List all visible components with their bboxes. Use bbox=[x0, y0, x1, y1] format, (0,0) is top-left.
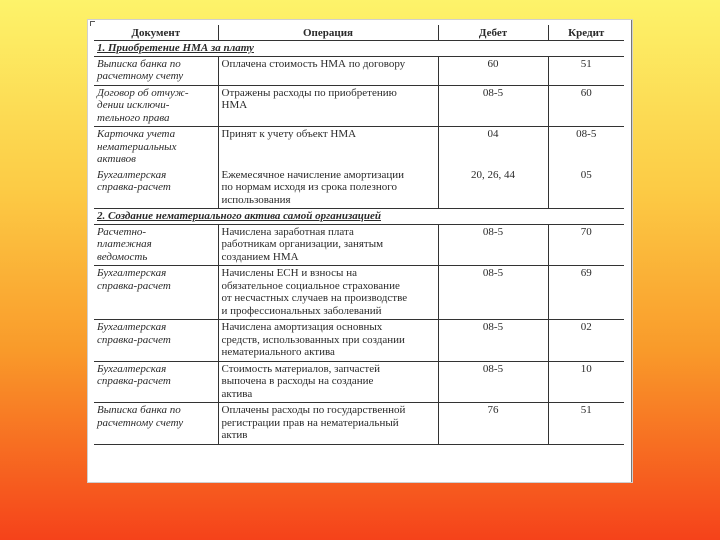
operation-line: Стоимость материалов, запчастей bbox=[221, 362, 380, 375]
document-line: Выписка банка по bbox=[97, 404, 181, 416]
operation-line: по нормам исходя из срока полезного bbox=[221, 181, 398, 193]
document-line: Бухгалтерская bbox=[97, 362, 167, 375]
document-line: Бухгалтерская bbox=[97, 321, 167, 333]
operation-line: Принят к учету объект НМА bbox=[221, 128, 357, 140]
document-line: справка-расчет bbox=[97, 181, 171, 193]
document-cell bbox=[94, 266, 218, 320]
document-cell bbox=[94, 224, 218, 266]
document-cell bbox=[94, 127, 218, 168]
table-row bbox=[94, 56, 624, 85]
operation-line: актива bbox=[221, 387, 253, 400]
operation-line: Начислена заработная плата bbox=[221, 225, 354, 238]
debit-cell: 60 bbox=[438, 56, 548, 85]
operation-cell bbox=[218, 361, 438, 403]
credit-cell: 10 bbox=[548, 361, 624, 403]
operation-cell bbox=[218, 56, 438, 85]
debit-cell: 04 bbox=[438, 127, 548, 168]
debit-cell: 08-5 bbox=[438, 320, 548, 362]
header-credit: Кредит bbox=[548, 25, 624, 41]
document-line: Карточка учета bbox=[97, 128, 176, 140]
document-line: платежная bbox=[97, 238, 152, 250]
header-document: Документ bbox=[94, 25, 218, 41]
document-line: Выписка банка по bbox=[97, 57, 181, 70]
operation-cell bbox=[218, 403, 438, 445]
table-header-row bbox=[94, 25, 624, 41]
document-line: тельного права bbox=[97, 111, 170, 124]
operation-line: Начислена амортизация основных bbox=[221, 321, 383, 333]
credit-cell: 02 bbox=[548, 320, 624, 362]
table-row bbox=[94, 320, 624, 362]
credit-cell: 51 bbox=[548, 56, 624, 85]
header-debit: Дебет bbox=[438, 25, 548, 41]
debit-cell: 08-5 bbox=[438, 85, 548, 127]
document-cell bbox=[94, 56, 218, 85]
debit-cell: 08-5 bbox=[438, 361, 548, 403]
operation-cell bbox=[218, 168, 438, 209]
operation-line: актив bbox=[221, 429, 248, 441]
document-line: активов bbox=[97, 153, 136, 165]
debit-cell: 08-5 bbox=[438, 224, 548, 266]
table-row bbox=[94, 361, 624, 403]
credit-cell: 70 bbox=[548, 224, 624, 266]
operation-line: средств, использованных при создании bbox=[221, 333, 405, 346]
debit-cell: 20, 26, 44 bbox=[438, 168, 548, 209]
document-line: Бухгалтерская bbox=[97, 267, 167, 279]
operation-line: созданием НМА bbox=[221, 250, 299, 263]
document-line: Расчетно- bbox=[97, 225, 147, 238]
operation-line: Оплачены расходы по государственной bbox=[221, 404, 406, 416]
section-row bbox=[94, 209, 624, 225]
document-cell bbox=[94, 403, 218, 445]
document-line: справка-расчет bbox=[97, 279, 171, 292]
document-cell bbox=[94, 168, 218, 209]
document-line: расчетному счету bbox=[97, 416, 184, 429]
credit-cell: 69 bbox=[548, 266, 624, 320]
credit-cell: 51 bbox=[548, 403, 624, 445]
table-row bbox=[94, 168, 624, 209]
operation-line: Оплачена стоимость НМА по договору bbox=[221, 57, 406, 70]
operation-cell bbox=[218, 127, 438, 168]
accounting-entries-table bbox=[94, 25, 624, 445]
document-line: справка-расчет bbox=[97, 333, 171, 346]
document-line: справка-расчет bbox=[97, 375, 171, 387]
debit-cell: 76 bbox=[438, 403, 548, 445]
section-title: 1. Приобретение НМА за плату bbox=[94, 41, 624, 57]
document-line: Бухгалтерская bbox=[97, 168, 167, 181]
page-edge-line bbox=[631, 20, 632, 482]
document-cell bbox=[94, 85, 218, 127]
operation-line: Отражены расходы по приобретению bbox=[221, 86, 397, 99]
operation-line: Ежемесячное начисление амортизации bbox=[221, 168, 404, 181]
operation-line: от несчастных случаев на производстве bbox=[221, 292, 408, 304]
operation-line: Начислены ЕСН и взносы на bbox=[221, 267, 357, 279]
section-row bbox=[94, 41, 624, 57]
table-row bbox=[94, 85, 624, 127]
table-row bbox=[94, 266, 624, 320]
credit-cell: 05 bbox=[548, 168, 624, 209]
credit-cell: 08-5 bbox=[576, 128, 597, 140]
document-line: Договор об отчуж- bbox=[97, 86, 189, 99]
operation-line: обязательное социальное страхование bbox=[221, 279, 400, 292]
operation-line: нематериального актива bbox=[221, 346, 335, 358]
document-line: расчетному счету bbox=[97, 70, 184, 82]
operation-line: использования bbox=[221, 193, 291, 206]
document-cell bbox=[94, 361, 218, 403]
debit-cell: 08-5 bbox=[438, 266, 548, 320]
document-line: ведомость bbox=[97, 250, 148, 263]
table-row bbox=[94, 127, 624, 168]
table-body bbox=[94, 41, 624, 445]
operation-cell bbox=[218, 224, 438, 266]
operation-cell bbox=[218, 266, 438, 320]
operation-cell bbox=[218, 85, 438, 127]
operation-line: выпочена в расходы на создание bbox=[221, 375, 374, 387]
operation-line: работникам организации, занятым bbox=[221, 238, 384, 250]
operation-line: НМА bbox=[221, 99, 248, 111]
credit-cell: 60 bbox=[548, 85, 624, 127]
document-line: нематериальных bbox=[97, 140, 177, 153]
header-operation: Операция bbox=[218, 25, 438, 41]
document-cell bbox=[94, 320, 218, 362]
document-line: дении исключи- bbox=[97, 99, 170, 111]
operation-line: и профессиональных заболеваний bbox=[221, 304, 382, 317]
table-row bbox=[94, 403, 624, 445]
operation-cell bbox=[218, 320, 438, 362]
section-title: 2. Создание нематериального актива самой организацией bbox=[94, 209, 624, 225]
table-row bbox=[94, 224, 624, 266]
operation-line: регистрации прав на нематериальный bbox=[221, 416, 399, 429]
